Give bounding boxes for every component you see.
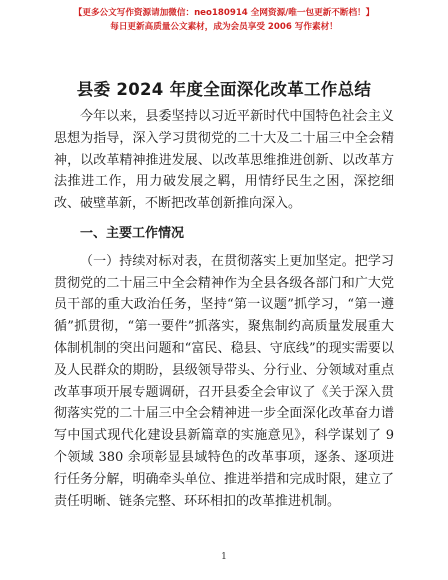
intro-paragraph: 今年以来，县委坚持以习近平新时代中国特色社会主义思想为指导，深入学习贯彻党的二十大及二十届三中全会精神，以改革精神推进发展、以改革思维推进创新、以改革方法推进工作，用力破发展之羁，用情纾民生之困，深挖细改、破壁革新，不断把改革创新推向深入。 [54, 109, 394, 212]
header-banner [0, 6, 448, 34]
document-title: 县委 2024 年度全面深化改革工作总结 [76, 80, 372, 99]
banner-line-1: 【更多公文写作资源请加微信：neo180914 全网资源/唯一包更新不断档！】 [73, 8, 375, 18]
banner-line-2: 每日更新高质量公文素材，成为会员享受 2006 写作素材！ [110, 22, 338, 32]
paragraph-1: （一）持续对标对表，在贯彻落实上更加坚定。把学习贯彻党的二十届三中全会精神作为全县各级各部门和广大党员干部的重大政治任务，坚持“第一议题”抓学习，“第一遵循”抓贯彻，“第一要件”抓落实，聚焦制约高质量发展重大体制机制的突出问题和“富民、稳县、守底线”的现实需要以及人民群众的期盼，县级领导带头、分行业、分领域对重点改革事项开展专题调研，召开县委全会审议了《关于深入贯彻落实党的二十届三中全会精神进一步全面深化改革奋力谱写中国式现代化建设县新篇章的实施意见》，科学谋划了 9 个领域 380 余项彰显县域特色的改革事项，逐条、逐项进行任务分解，明确牵头单位、推进举措和完成时限，建立了责任明晰、链条完整、环环相扣的改革推进机制。 [54, 253, 394, 509]
page-number: 1 [221, 552, 227, 562]
section-heading: 一、主要工作情况 [80, 225, 185, 241]
document-body [54, 106, 394, 512]
